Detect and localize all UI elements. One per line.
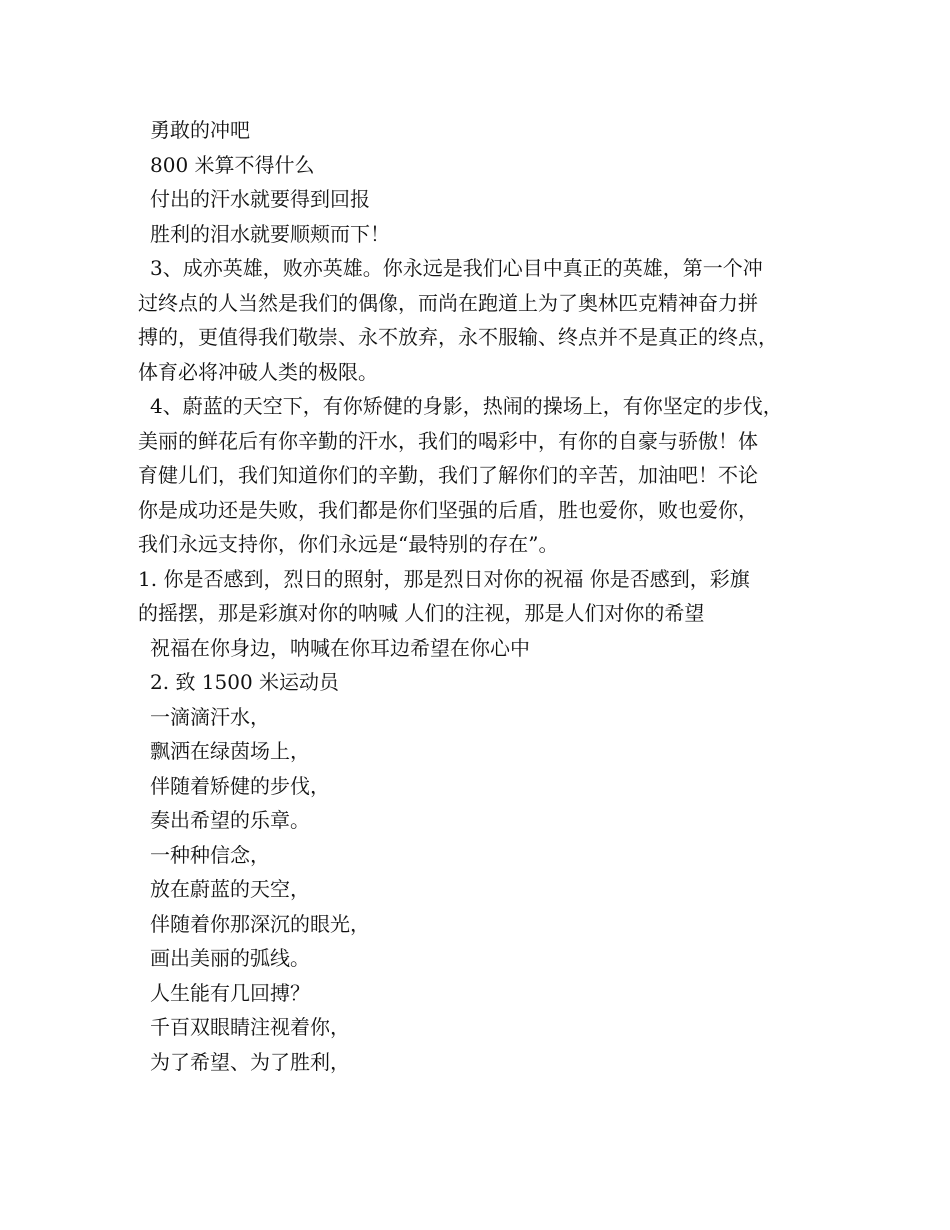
text-line: 育健儿们，我们知道你们的辛勤，我们了解你们的辛苦，加油吧！不论 <box>138 463 758 487</box>
text-line: 一种种信念， <box>150 842 270 867</box>
text-line: 我们永远支持你，你们永远是“最特别的存在”。 <box>138 532 559 556</box>
text-line: 勇敢的冲吧 <box>150 118 250 142</box>
text-line: 4、蔚蓝的天空下，有你矫健的身影，热闹的操场上，有你坚定的步伐， <box>150 394 783 418</box>
text-line: 你是成功还是失败，我们都是你们坚强的后盾，胜也爱你，败也爱你， <box>138 497 758 522</box>
text-line: 3、成亦英雄，败亦英雄。你永远是我们心目中真正的英雄，第一个冲 <box>150 256 763 280</box>
text-line: 为了希望、为了胜利， <box>150 1049 350 1074</box>
text-line: 美丽的鲜花后有你辛勤的汗水，我们的喝彩中，有你的自豪与骄傲！体 <box>138 428 758 453</box>
text-line: 放在蔚蓝的天空， <box>150 877 310 901</box>
document-body <box>138 113 838 1079</box>
text-line: 伴随着你那深沉的眼光， <box>150 911 370 936</box>
text-line: 人生能有几回搏？ <box>150 980 310 1005</box>
text-line: 的摇摆，那是彩旗对你的呐喊 人们的注视，那是人们对你的希望 <box>138 601 705 625</box>
text-line: 胜利的泪水就要顺颊而下！ <box>150 221 390 246</box>
text-line: 飘洒在绿茵场上， <box>150 739 310 763</box>
text-line: 800 米算不得什么 <box>150 152 315 177</box>
text-line: 1. 你是否感到，烈日的照射，那是烈日对你的祝福 你是否感到，彩旗 <box>138 566 750 591</box>
text-line: 过终点的人当然是我们的偶像，而尚在跑道上为了奥林匹克精神奋力拼 <box>138 290 758 315</box>
text-line: 千百双眼睛注视着你， <box>150 1015 350 1039</box>
text-line: 画出美丽的弧线。 <box>150 946 310 970</box>
text-line: 2. 致 1500 米运动员 <box>150 670 340 694</box>
text-line: 祝福在你身边，呐喊在你耳边希望在你心中 <box>150 635 530 660</box>
text-line: 奏出希望的乐章。 <box>150 808 310 832</box>
text-line: 伴随着矫健的步伐， <box>150 773 330 798</box>
text-line: 一滴滴汗水， <box>150 704 270 729</box>
text-line: 体育必将冲破人类的极限。 <box>138 359 378 384</box>
text-line: 付出的汗水就要得到回报 <box>150 187 370 211</box>
text-line: 搏的，更值得我们敬崇、永不放弃，永不服输、终点并不是真正的终点， <box>138 325 778 349</box>
